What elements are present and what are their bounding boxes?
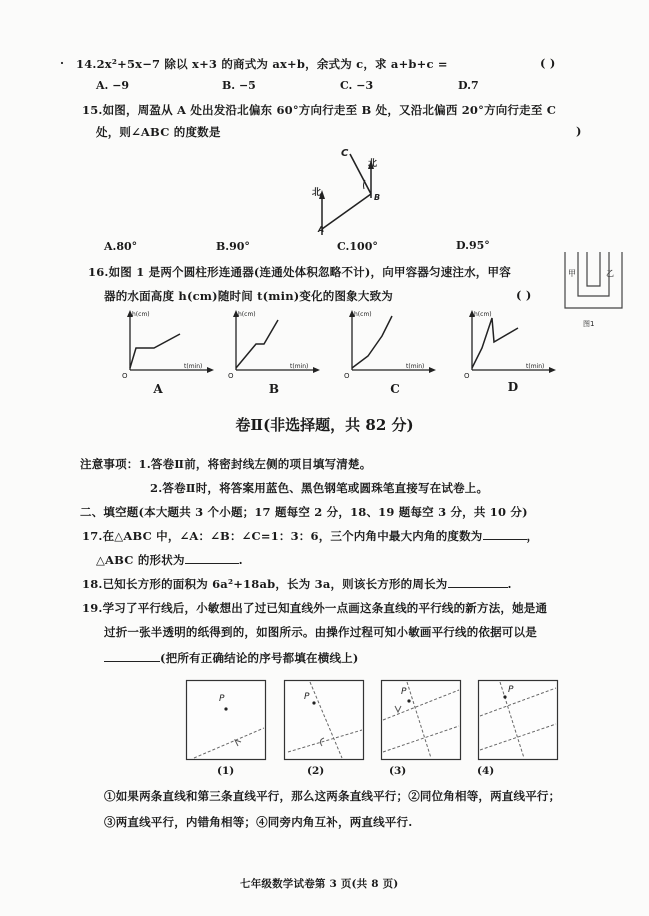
q15-option-c: C.100° <box>337 240 378 253</box>
graph-d-xlabel: t(min) <box>526 363 545 370</box>
graph-c-xlabel: t(min) <box>406 363 425 370</box>
q15-north-label-2: 北 <box>368 159 378 169</box>
graph-b-origin: O <box>228 372 234 380</box>
q14-option-c: C. −3 <box>340 79 374 92</box>
q15-label-c: C <box>341 148 349 159</box>
vessel-jia-label: 甲 <box>568 269 576 278</box>
q15-label-b: B <box>374 193 381 202</box>
graph-d-origin: O <box>464 372 470 380</box>
fill-in-section-heading: 二、填空题(本大题共 3 个小题；17 题每空 2 分，18、19 题每空 3 分，共 10 分) <box>80 505 528 519</box>
q18-blank[interactable] <box>448 577 508 588</box>
graph-a-ylabel: h(cm) <box>132 311 150 318</box>
q16-line2: 器的水面高度 h(cm)随时间 t(min)变化的图象大致为 <box>104 289 394 303</box>
graph-c-ylabel: h(cm) <box>354 311 372 318</box>
vessel-yi-label: 乙 <box>606 269 614 278</box>
graph-b-caption: B <box>268 382 280 396</box>
notice-line-1: 注意事项：1.答卷Ⅱ前，将密封线左侧的项目填写清楚。 <box>80 457 372 471</box>
q19-blank[interactable] <box>104 651 160 662</box>
q16-graph-b <box>226 308 326 383</box>
q19-line1: 19.学习了平行线后，小敏想出了过已知直线外一点画这条直线的平行线的新方法，她是通 <box>82 601 548 615</box>
q17-blank-2[interactable] <box>185 553 239 564</box>
page-footer: 七年级数学试卷第 3 页(共 8 页) <box>240 878 399 890</box>
q14-option-a: A. −9 <box>96 79 130 92</box>
graph-d-ylabel: h(cm) <box>474 311 492 318</box>
graph-c-caption: C <box>390 382 400 396</box>
q16-graph-a <box>120 308 220 383</box>
graph-a-xlabel: t(min) <box>184 363 203 370</box>
q16-graph-d <box>462 308 562 383</box>
q19-line2: 过折一张半透明的纸得到的，如图所示。由操作过程可知小敏画平行线的依据可以是 <box>104 625 537 639</box>
graph-a-caption: A <box>153 382 163 396</box>
panel-3-caption: (3) <box>389 765 407 777</box>
q18-end: . <box>507 577 512 591</box>
q17-line1 <box>82 528 538 544</box>
q15-label-a: A <box>318 225 325 234</box>
notice-line-2: 2.答卷Ⅱ时，将答案用蓝色、黑色钢笔或圆珠笔直接写在试卷上。 <box>150 481 489 495</box>
panel-1-point: P <box>219 694 225 704</box>
q19-line3-text: (把所有正确结论的序号都填在横线上) <box>160 651 359 665</box>
bullet-mark: · <box>60 56 65 70</box>
q18 <box>82 576 512 592</box>
q15-north-label-1: 北 <box>312 188 322 198</box>
figure-1-caption: 图1 <box>583 320 595 328</box>
q19-fold-panel-4 <box>478 680 558 760</box>
q14-option-d: D.7 <box>458 79 479 92</box>
graph-c-origin: O <box>344 372 350 380</box>
q15-line1: 15.如图，周盈从 A 处出发沿北偏东 60°方向行走至 B 处，又沿北偏西 20°方向行走至 C <box>82 103 557 117</box>
q16-graph-c <box>342 308 442 383</box>
q15-line2: 处，则∠ABC 的度数是 <box>96 125 221 139</box>
q14-answer-paren: ( ) <box>540 56 556 70</box>
q16-answer-paren: ( ) <box>516 288 532 302</box>
q14-option-b: B. −5 <box>222 79 256 92</box>
panel-3-point: P <box>401 687 407 697</box>
q17-line2 <box>96 552 243 568</box>
q17-line2-text: △ABC 的形状为 <box>96 553 185 567</box>
q19-fold-panel-3 <box>381 680 461 760</box>
q16-line1: 16.如图 1 是两个圆柱形连通器(连通处体积忽略不计)，向甲容器匀速注水，甲容 <box>88 265 511 279</box>
q19-choices-line1: ①如果两条直线和第三条直线平行，那么这两条直线平行；②同位角相等，两直线平行； <box>104 789 561 803</box>
q19-choices-line2: ③两直线平行，内错角相等；④同旁内角互补，两直线平行. <box>104 815 413 829</box>
section-2-title: 卷Ⅱ(非选择题，共 82 分) <box>235 416 414 434</box>
q15-answer-paren: ) <box>576 124 582 138</box>
q17-line1-end: ， <box>526 529 539 543</box>
panel-4-point: P <box>508 685 514 695</box>
q17-blank-1[interactable] <box>483 529 527 540</box>
q15-option-d: D.95° <box>456 239 490 252</box>
graph-d-caption: D <box>507 380 519 394</box>
q14-stem: 14.2x²+5x−7 除以 x+3 的商式为 ax+b，余式为 c，求 a+b+c = <box>76 57 448 71</box>
panel-2-caption: (2) <box>307 765 325 777</box>
graph-a-origin: O <box>122 372 128 380</box>
graph-b-ylabel: h(cm) <box>238 311 256 318</box>
q19-line3 <box>104 650 358 666</box>
q18-text: 18.已知长方形的面积为 6a²+18ab，长为 3a，则该长方形的周长为 <box>82 577 448 591</box>
panel-4-caption: (4) <box>477 765 495 777</box>
q17-line1-text: 17.在△ABC 中，∠A：∠B：∠C=1：3：6，三个内角中最大内角的度数为 <box>82 529 483 543</box>
q15-option-a: A.80° <box>104 240 138 253</box>
q17-line2-end: . <box>238 553 243 567</box>
panel-2-point: P <box>304 692 310 702</box>
graph-b-xlabel: t(min) <box>290 363 309 370</box>
q15-option-b: B.90° <box>216 240 250 253</box>
panel-1-caption: (1) <box>217 765 235 777</box>
q19-fold-panel-2 <box>284 680 364 760</box>
q19-fold-panel-1 <box>186 680 266 760</box>
